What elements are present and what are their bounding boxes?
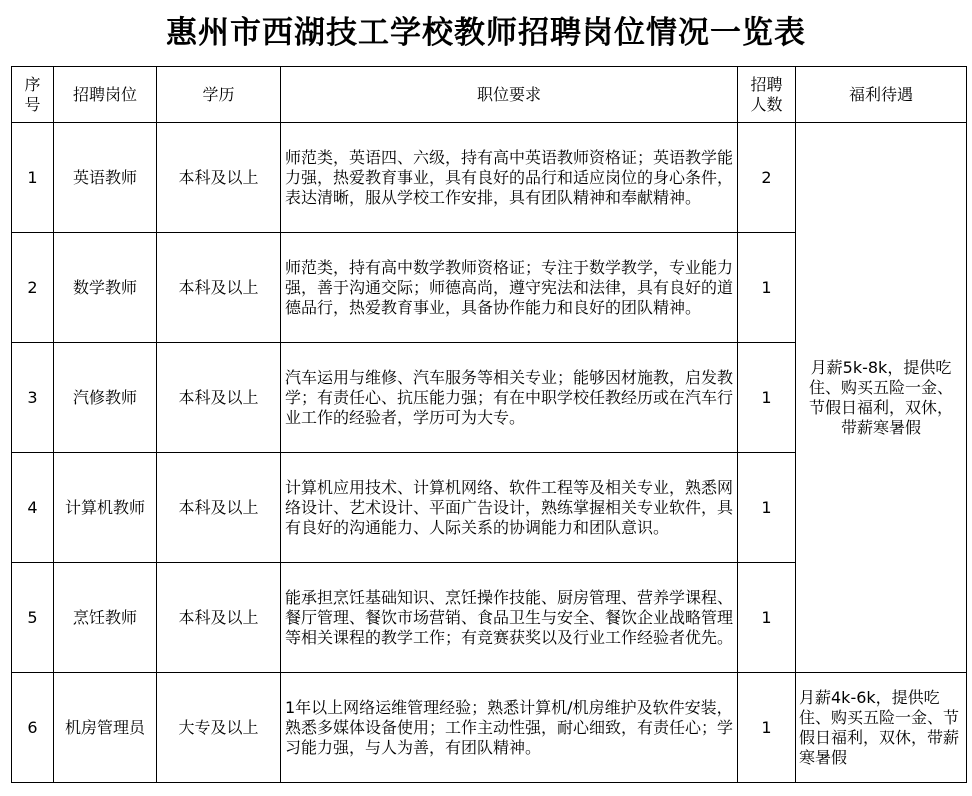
row-position: 英语教师 — [54, 123, 157, 233]
row-position: 烹饪教师 — [54, 563, 157, 673]
row-education: 本科及以上 — [157, 563, 281, 673]
row-position: 汽修教师 — [54, 343, 157, 453]
row-education: 大专及以上 — [157, 673, 281, 783]
row-index: 5 — [12, 563, 54, 673]
header-count-line2: 人数 — [750, 94, 783, 114]
header-position: 招聘岗位 — [54, 67, 157, 123]
header-row — [12, 67, 967, 123]
row-count: 1 — [738, 233, 796, 343]
row-index: 3 — [12, 343, 54, 453]
row-education: 本科及以上 — [157, 343, 281, 453]
row-count: 1 — [738, 453, 796, 563]
row-index: 1 — [12, 123, 54, 233]
row-index: 2 — [12, 233, 54, 343]
table-row — [12, 123, 967, 233]
row-requirements: 1年以上网络运维管理经验；熟悉计算机/机房维护及软件安装，熟悉多媒体设备使用；工作主动性强，耐心细致，有责任心；学习能力强，与人为善，有团队精神。 — [281, 673, 738, 783]
row-requirements: 汽车运用与维修、汽车服务等相关专业；能够因材施教，启发教学；有责任心、抗压能力强；有在中职学校任教经历或在汽车行业工作的经验者，学历可为大专。 — [281, 343, 738, 453]
row-requirements: 师范类，持有高中数学教师资格证；专注于数学教学，专业能力强，善于沟通交际；师德高尚，遵守宪法和法律，具有良好的道德品行，热爱教育事业，具备协作能力和良好的团队精神。 — [281, 233, 738, 343]
row-count: 1 — [738, 673, 796, 783]
header-index-line1: 序 — [24, 74, 41, 94]
header-count — [738, 67, 796, 123]
row-position: 机房管理员 — [54, 673, 157, 783]
row-position: 数学教师 — [54, 233, 157, 343]
row-education: 本科及以上 — [157, 233, 281, 343]
header-index-line2: 号 — [24, 94, 41, 114]
row-position: 计算机教师 — [54, 453, 157, 563]
row-index: 6 — [12, 673, 54, 783]
header-education: 学历 — [157, 67, 281, 123]
recruitment-table — [11, 66, 967, 783]
row-requirements: 师范类，英语四、六级，持有高中英语教师资格证；英语教学能力强，热爱教育事业，具有良好的品行和适应岗位的身心条件，表达清晰，服从学校工作安排，具有团队精神和奉献精神。 — [281, 123, 738, 233]
row-requirements: 能承担烹饪基础知识、烹饪操作技能、厨房管理、营养学课程、餐厅管理、餐饮市场营销、食品卫生与安全、餐饮企业战略管理等相关课程的教学工作；有竞赛获奖以及行业工作经验者优先。 — [281, 563, 738, 673]
row-count: 2 — [738, 123, 796, 233]
row-count: 1 — [738, 563, 796, 673]
benefits-admin: 月薪4k-6k，提供吃住、购买五险一金、节假日福利，双休，带薪寒暑假 — [796, 673, 967, 783]
header-count-line1: 招聘 — [750, 74, 783, 94]
table-row — [12, 673, 967, 783]
header-benefits: 福利待遇 — [796, 67, 967, 123]
page-title: 惠州市西湖技工学校教师招聘岗位情况一览表 — [166, 15, 806, 51]
row-count: 1 — [738, 343, 796, 453]
row-education: 本科及以上 — [157, 453, 281, 563]
header-index — [12, 67, 54, 123]
row-education: 本科及以上 — [157, 123, 281, 233]
row-index: 4 — [12, 453, 54, 563]
row-requirements: 计算机应用技术、计算机网络、软件工程等及相关专业，熟悉网络设计、艺术设计、平面广告设计，熟练掌握相关专业软件，具有良好的沟通能力、人际关系的协调能力和团队意识。 — [281, 453, 738, 563]
header-requirements: 职位要求 — [281, 67, 738, 123]
benefits-teachers: 月薪5k-8k，提供吃住、购买五险一金、节假日福利，双休，带薪寒暑假 — [796, 123, 967, 673]
